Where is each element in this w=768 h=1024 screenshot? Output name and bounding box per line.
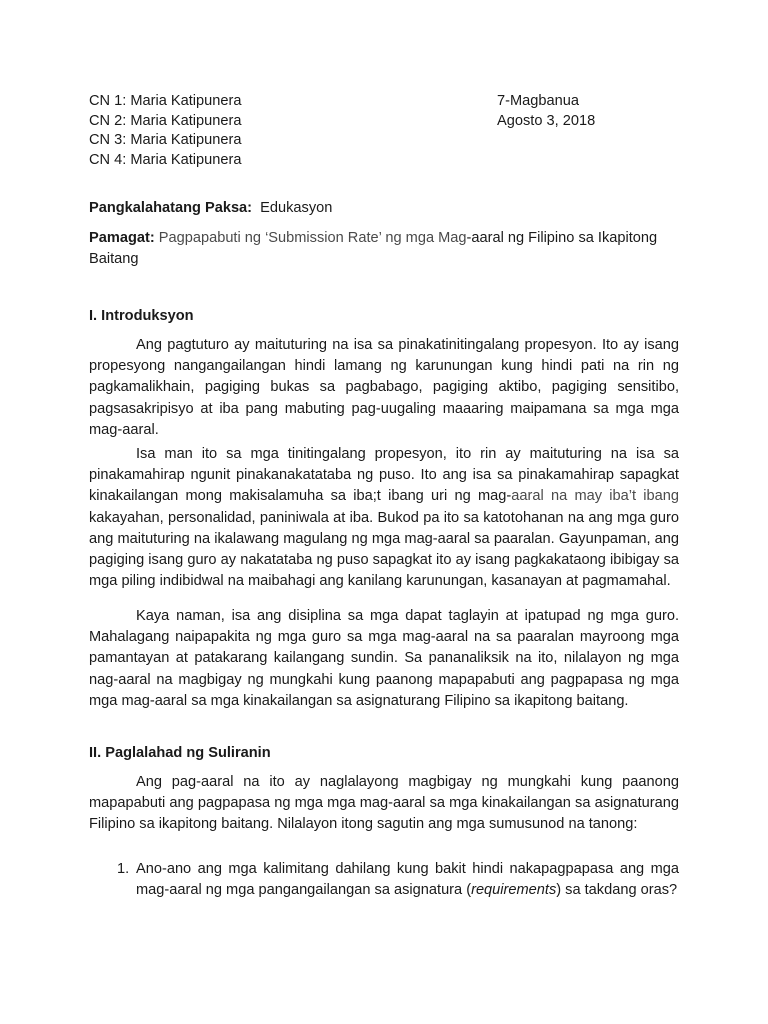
member-1: CN 1: Maria Katipunera [89,93,242,109]
list-item-1-emphasis: requirements [471,882,557,899]
topic-line [89,199,332,219]
intro-heading: I. Introduksyon [89,308,194,324]
problem-paragraph-1: Ang pag-aaral na ito ay naglalayong magbigay ng mungkahi kung paanong mapapabuti ang pagpapasa ng mga mga mag-aaral sa mga kinakailangan sa asignaturang Filipino sa ikapitong baitang. Nilalayon itong sagutin ang mga sumusunod na tanong: [89,774,679,833]
title-label: Pamagat: [89,230,155,246]
member-2: CN 2: Maria Katipunera [89,112,242,129]
title-line [89,228,679,270]
section-name: 7-Magbanua [497,93,579,109]
intro-paragraph-2-c: kakayahan, personalidad, paniniwala at iba. Bukod pa ito sa katotohanan na ang mga guro ang maituturing na ikalawang magulang ng mga mag-aaral sa paaralan. Gayunpaman, ang pagiging isang guro ay nakatataba ng puso sapagkat ito ay isang pagkakataong ibibigay sa mga piling indibidwal na maibahagi ang kanilang karunungan, kasanayan at pagmamahal. [89,509,679,590]
member-4: CN 4: Maria Katipunera [89,151,242,168]
intro-paragraph-3: Kaya naman, isa ang disiplina sa mga dapat taglayin at ipatupad ng mga guro. Mahalagang naipapakita ng mga guro sa mga mag-aaral na sa paaralan mayroong mga pamantayan at patakarang kailangang sundin. Sa pananaliksik na ito, nilalayon ng mga nag-aaral na magbigay ng mungkahi kung paanong mapapabuti ang pagpapasa ng mga mga mag-aaral sa mga kinakailangan sa asignaturang Filipino sa ikapitong baitang. [89,608,679,709]
intro-paragraph-2 [89,444,679,592]
list-item-1-text-b: ) sa takdang oras? [556,882,678,899]
document-date: Agosto 3, 2018 [497,112,596,129]
intro-paragraph-2-b: aaral na may iba’t ibang [511,488,679,505]
topic-value: Edukasyon [260,200,333,216]
intro-paragraph-2-a: Isa man ito sa mga tinitingalang propesyon, ito rin ay maituturing na isa sa pinakamahirap ngunit pinakanakatataba ng puso. Ito ang isa sa pinakamahirap sapagkat kinakailangan mong makisalamuha sa iba;t ibang uri ng mag- [89,446,679,505]
title-text-part1: Pagpapabuti ng ‘Submission Rate’ ng mga Mag [158,230,467,246]
list-item-1 [136,859,679,901]
intro-paragraph-1: Ang pagtuturo ay maituturing na isa sa pinakatinitingalang propesyon. Ito ay isang propesyong nangangailangan hindi lamang ng karunungan kung hindi pati na rin ng pagkamalikhain, pagiging bukas sa pagbabago, pagiging aktibo, pagiging sensitibo, pagsasakripisyo at iba pang mabuting pag-uugaling maaaring maipamana sa mga mga mag-aaral. [89,337,679,438]
member-3: CN 3: Maria Katipunera [89,132,242,148]
list-item-1-number: 1. [117,861,130,877]
title-text-part2: -aaral ng Filipino sa Ikapitong Baitang [89,230,658,267]
topic-label: Pangkalahatang Paksa: [89,200,253,216]
list-item-1-text-a: Ano-ano ang mga kalimitang dahilang kung bakit hindi nakapagpapasa ang mga mag-aaral ng mga pangangailangan sa asignatura ( [136,861,679,899]
problem-heading: II. Paglalahad ng Suliranin [89,745,271,761]
